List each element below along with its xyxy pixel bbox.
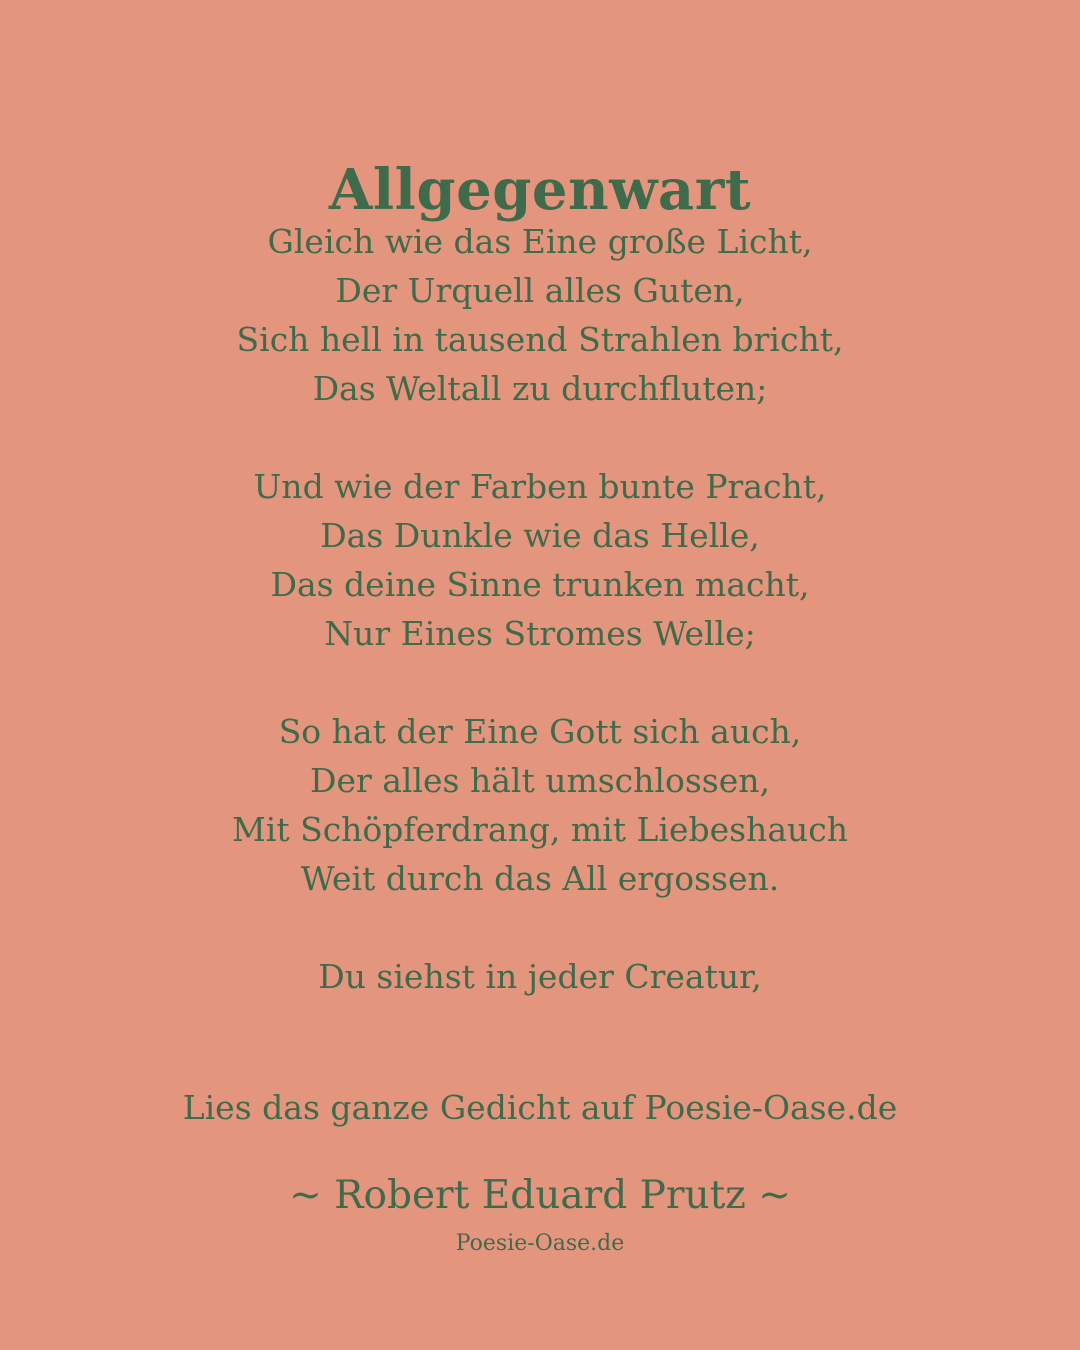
read-more-text: Lies das ganze Gedicht auf Poesie-Oase.de <box>182 1088 898 1127</box>
poem-author: ~ Robert Eduard Prutz ~ <box>289 1173 791 1218</box>
poem-line: Sich hell in tausend Strahlen bricht, <box>236 320 844 359</box>
poem-line: Nur Eines Stromes Welle; <box>324 614 756 653</box>
poem-line: Und wie der Farben bunte Pracht, <box>253 467 827 506</box>
poem-line: Mit Schöpferdrang, mit Liebeshauch <box>232 810 848 849</box>
poem-line: Das Weltall zu durchfluten; <box>312 369 768 408</box>
poem-line: Weit durch das All ergossen. <box>300 859 780 898</box>
stanza-1 <box>0 217 1080 413</box>
poem-line: Der alles hält umschlossen, <box>309 761 770 800</box>
poem-title: Allgegenwart <box>328 156 752 223</box>
poem-line: Der Urquell alles Guten, <box>335 271 745 310</box>
poem-line: Das deine Sinne trunken macht, <box>270 565 810 604</box>
poem-line: Das Dunkle wie das Helle, <box>320 516 760 555</box>
stanza-2 <box>0 462 1080 658</box>
stanza-4 <box>0 952 1080 1001</box>
poem-line: So hat der Eine Gott sich auch, <box>278 712 802 751</box>
poem-line: Du siehst in jeder Creatur, <box>318 957 762 996</box>
poem-line: Gleich wie das Eine große Licht, <box>267 222 813 261</box>
stanza-3 <box>0 707 1080 903</box>
site-name: Poesie-Oase.de <box>455 1231 625 1256</box>
